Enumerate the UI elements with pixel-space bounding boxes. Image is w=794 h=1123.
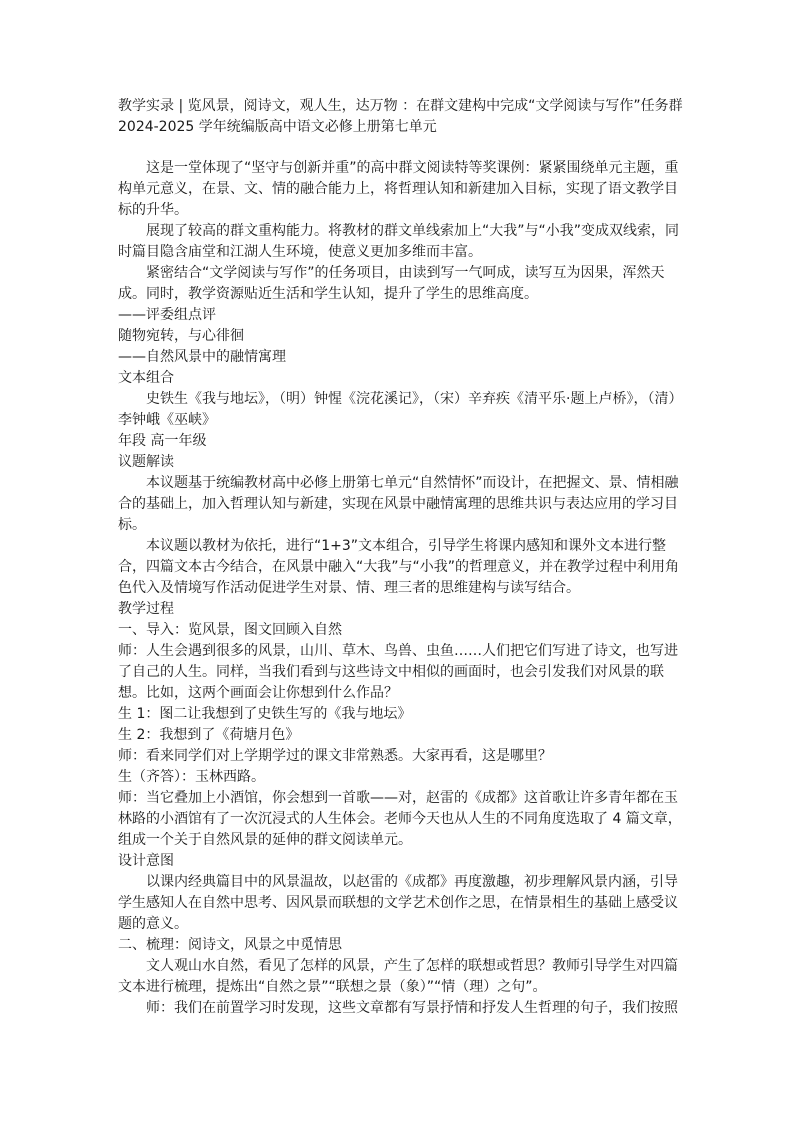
paragraph: 师：人生会遇到很多的风景，山川、草木、鸟兽、虫鱼……人们把它们写进了诗文，也写进了自己的人生。同样，当我们看到与这些诗文中相似的画面时，也会引发我们对风景的联想。比如，这两个画面会让你想到什么作品？ <box>118 643 678 701</box>
document-page <box>118 96 684 1019</box>
paragraph: 文人观山水自然，看见了怎样的风景，产生了怎样的联想或哲思？教师引导学生对四篇文本进行梳理，提炼出“自然之景”“联想之景（象）”“情（理）之句”。 <box>118 958 678 995</box>
paragraph: 本议题基于统编教材高中必修上册第七单元“自然情怀”而设计，在把握文、景、情相融合的基础上，加入哲理认知与新建，实现在风景中融情寓理的思维共识与表达应用的学习目标。 <box>118 475 679 533</box>
paragraph: 随物宛转，与心徘徊 <box>118 328 244 344</box>
paragraph: 教学过程 <box>118 601 174 617</box>
paragraph: 师：看来同学们对上学期学过的课文非常熟悉。大家再看，这是哪里？ <box>118 748 552 764</box>
paragraph: 以课内经典篇目中的风景温故，以赵雷的《成都》再度激趣，初步理解风景内涵，引导学生感知人在自然中思考、因风景而联想的文学艺术创作之思，在情景相生的基础上感受议题的意义。 <box>118 874 678 932</box>
paragraph: 史铁生《我与地坛》，（明）钟惺《浣花溪记》，（宋）辛弃疾《清平乐·题上卢桥》，（清）李钟峨《巫峡》 <box>118 391 683 428</box>
paragraph: 生 2：我想到了《荷塘月色》 <box>118 727 300 743</box>
paragraph: 文本组合 <box>118 370 174 386</box>
paragraph: 展现了较高的群文重构能力。将教材的群文单线索加上“大我”与“小我”变成双线索，同时篇目隐含庙堂和江湖人生环境，使意义更加多维而丰富。 <box>118 223 680 260</box>
paragraph: 本议题以教材为依托，进行“1+3”文本组合，引导学生将课内感知和课外文本进行整合，四篇文本古今结合，在风景中融入“大我”与“小我”的哲理意义，并在教学过程中利用角色代入及情境写作活动促进学生对景、情、理三者的思维建构与读写结合。 <box>118 538 680 596</box>
paragraph: 二、梳理：阅诗文，风景之中觅情思 <box>118 937 342 953</box>
paragraph: 生 1：图二让我想到了史铁生写的《我与地坛》 <box>118 706 412 722</box>
paragraph: 议题解读 <box>118 454 174 470</box>
paragraph: 设计意图 <box>118 853 174 869</box>
paragraph: 紧密结合“文学阅读与写作”的任务项目，由读到写一气呵成，读写互为因果，浑然天成。同时，教学资源贴近生活和学生认知，提升了学生的思维高度。 <box>118 265 665 302</box>
paragraph: ——评委组点评 <box>118 307 216 323</box>
paragraph: 这是一堂体现了“坚守与创新并重”的高中群文阅读特等奖课例：紧紧围绕单元主题，重构单元意义，在景、文、情的融合能力上，将哲理认知和新建加入目标，实现了语文教学目标的升华。 <box>118 160 679 218</box>
paragraph: 年段 高一年级 <box>118 433 207 449</box>
paragraph: 师：当它叠加上小酒馆，你会想到一首歌——对，赵雷的《成都》这首歌让许多青年都在玉林路的小酒馆有了一次沉浸式的人生体会。老师今天也从人生的不同角度选取了 4 篇文章，组成一个关于自然风景的延伸的群文阅读单元。 <box>118 790 682 848</box>
paragraph: 一、导入：览风景，图文回顾入自然 <box>118 622 342 638</box>
paragraph: 师：我们在前置学习时发现，这些文章都有写景抒情和抒发人生哲理的句子，我们按照 <box>146 1000 678 1016</box>
paragraph: ——自然风景中的融情寓理 <box>118 349 286 365</box>
paragraph: 生（齐答）：玉林西路。 <box>118 769 265 785</box>
document-title: 教学实录 | 览风景，阅诗文，观人生，达万物 ：在群文建构中完成“文学阅读与写作”任务群 2024-2025 学年统编版高中语文必修上册第七单元 <box>118 98 683 135</box>
document-body <box>118 158 684 1019</box>
